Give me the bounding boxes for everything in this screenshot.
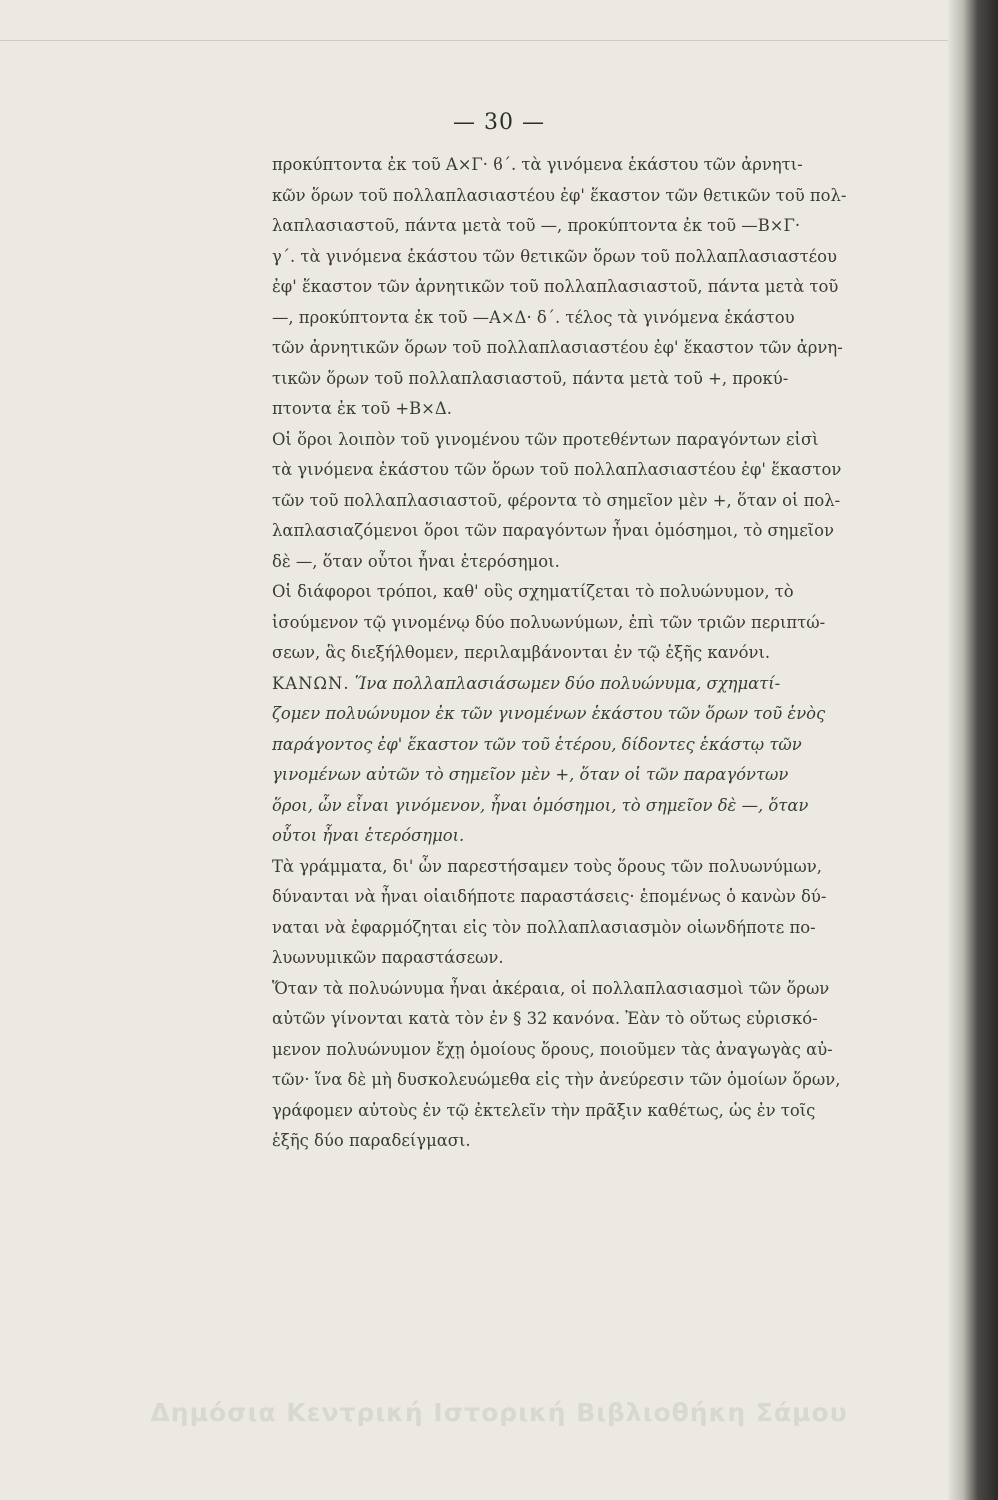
paragraph-cases-intro: Οἱ διάφοροι τρόποι, καθ' οὓς σχηματίζεται τὸ πολυώνυμον, τὸ ἰσούμενον τῷ γινομένῳ δύο πολυωνύμων, ἐπὶ τῶν τριῶν περιπτώ- σεων, ἃς διεξήλθομεν, περιλαμβάνονται ἐν τῷ ἑξῆς κανόνι.: [272, 582, 826, 662]
page-number: — 30 —: [453, 110, 545, 135]
rule-text: Ἵνα πολλαπλασιάσωμεν δύο πολυώνυμα, σχηματί- ζομεν πολυώνυμον ἐκ τῶν γινομένων ἑκάστου τῶν ὅρων τοῦ ἑνὸς παράγοντος ἐφ' ἕκαστον τῶν τοῦ ἑτέρου, δίδοντες ἑκάστῳ τῶν γινομένων αὐτῶν τὸ σημεῖον μὲν +, ὅταν οἱ τῶν παραγόντων ὅροι, ὧν εἶναι γινόμενον, ἦναι ὁμόσημοι, τὸ σημεῖον δὲ —, ὅταν οὗτοι ἦναι ἑτερόσημοι.: [272, 673, 826, 845]
library-watermark: Δημόσια Κεντρική Ιστορική Βιβλιοθήκη Σάμου: [150, 1398, 848, 1427]
rule-heading: ΚΑΝΩΝ.: [272, 673, 350, 693]
paragraph-letters: Τὰ γράμματα, δι' ὧν παρεστήσαμεν τοὺς ὅρους τῶν πολυωνύμων, δύνανται νὰ ἦναι οἱαιδήποτε παραστάσεις· ἑπομένως ὁ κανὼν δύ- ναται νὰ ἐφαρμόζηται εἰς τὸν πολλαπλασιασμὸν οἱωνδήποτε πο- λυωνυμικῶν παραστάσεων.: [272, 856, 827, 967]
paragraph-terms-summary: Οἱ ὅροι λοιπὸν τοῦ γινομένου τῶν προτεθέντων παραγόντων εἰσὶ τὰ γινόμενα ἑκάστου τῶν ὅρων τοῦ πολλαπλασιαστέου ἐφ' ἕκαστον τῶν τοῦ πολλαπλασιαστοῦ, φέροντα τὸ σημεῖον μὲν +, ὅταν οἱ πολ- λαπλασιαζόμενοι ὅροι τῶν παραγόντων ἦναι ὁμόσημοι, τὸ σημεῖον δὲ —, ὅταν οὗτοι ἦναι ἑτερόσημοι.: [272, 429, 842, 571]
body-text: [272, 150, 962, 1157]
paragraph-continuation: προκύπτοντα ἐκ τοῦ Α×Γ· ϐ΄. τὰ γινόμενα ἑκάστου τῶν ἀρνητι- κῶν ὅρων τοῦ πολλαπλασιαστέου ἐφ' ἕκαστον τῶν θετικῶν τοῦ πολ- λαπλασιαστοῦ, πάντα μετὰ τοῦ —, προκύπτοντα ἐκ τοῦ —Β×Γ· γ΄. τὰ γινόμενα ἑκάστου τῶν θετικῶν ὅρων τοῦ πολλαπλασιαστέου ἐφ' ἕκαστον τῶν ἀρνητικῶν τοῦ πολλαπλασιαστοῦ, πάντα μετὰ τοῦ —, προκύπτοντα ἐκ τοῦ —Α×Δ· δ΄. τέλος τὰ γινόμενα ἑκάστου τῶν ἀρνητικῶν ὅρων τοῦ πολλαπλασιαστέου ἐφ' ἕκαστον τῶν ἀρνη- τικῶν ὅρων τοῦ πολλαπλασιαστοῦ, πάντα μετὰ τοῦ +, προκύ- πτοντα ἐκ τοῦ +Β×Δ.: [272, 155, 847, 418]
page-edge: [0, 40, 960, 41]
rule-paragraph: [272, 669, 962, 852]
paragraph-integer-polynomials: Ὅταν τὰ πολυώνυμα ἦναι ἀκέραια, οἱ πολλαπλασιασμοὶ τῶν ὅρων αὐτῶν γίνονται κατὰ τὸν ἐν § 32 κανόνα. Ἐὰν τὸ οὕτως εὑρισκό- μενον πολυώνυμον ἔχῃ ὁμοίους ὅρους, ποιοῦμεν τὰς ἀναγωγὰς αὐ- τῶν· ἵνα δὲ μὴ δυσκολευώμεθα εἰς τὴν ἀνεύρεσιν τῶν ὁμοίων ὅρων, γράφομεν αὐτοὺς ἐν τῷ ἐκτελεῖν τὴν πρᾶξιν καθέτως, ὡς ἐν τοῖς ἑξῆς δύο παραδείγμασι.: [272, 978, 841, 1150]
